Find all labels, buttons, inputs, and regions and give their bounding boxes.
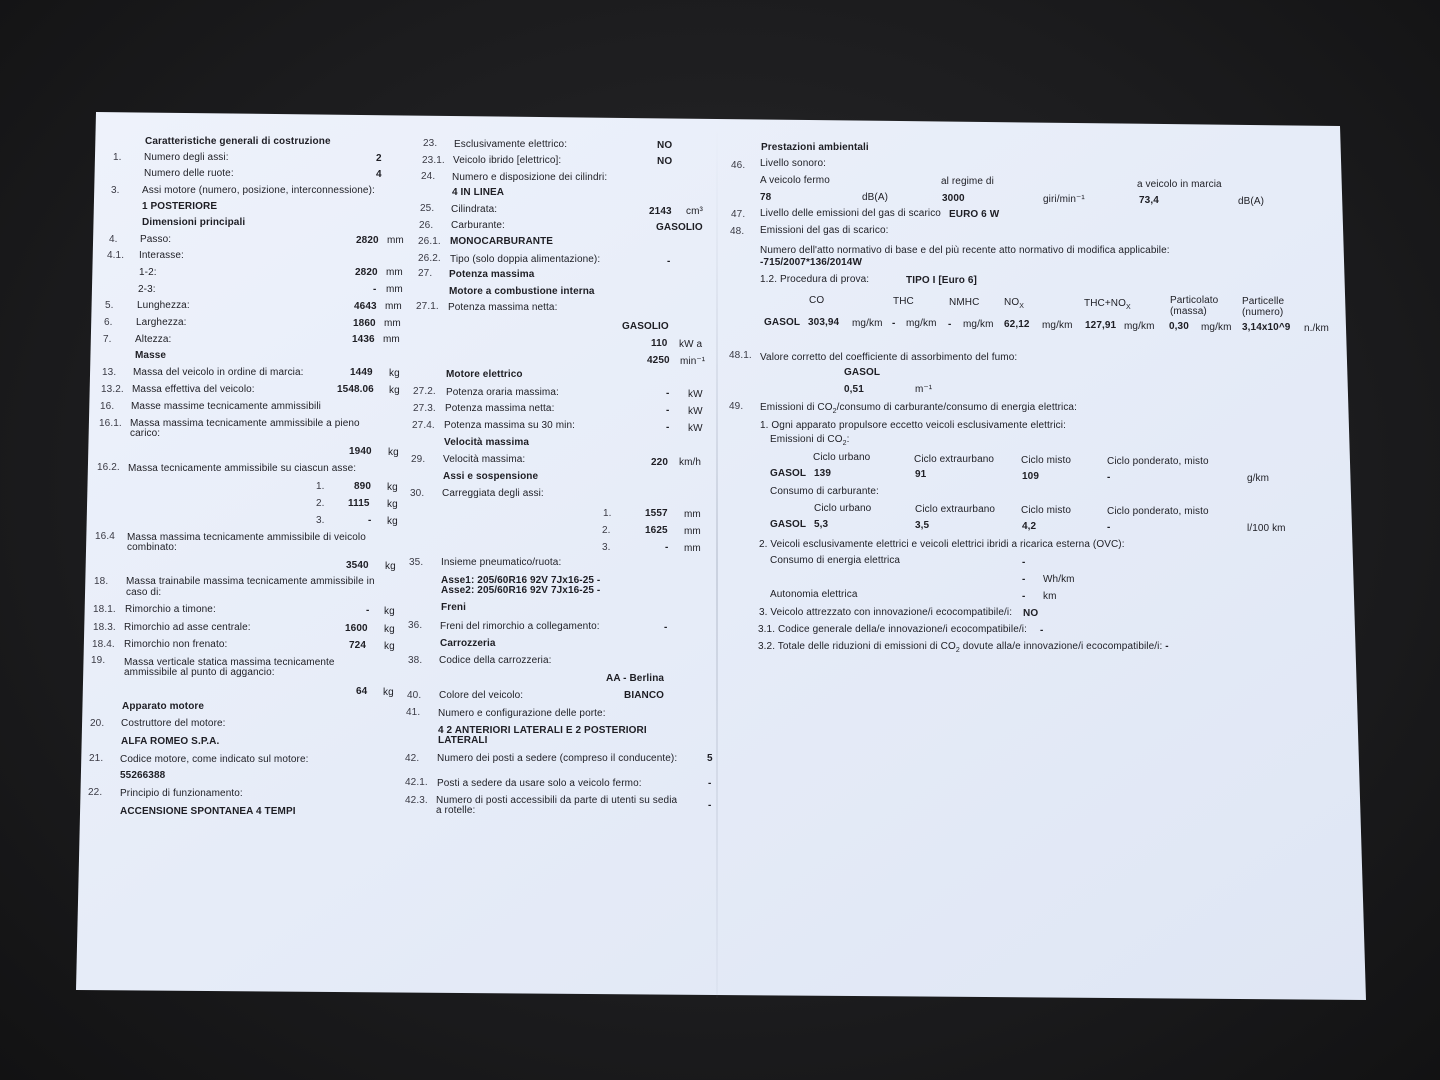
field-unit: mm [684,509,701,520]
field-label: Assi motore (numero, posizione, interconnessione): [142,185,375,196]
field-label: 1-2: [139,267,157,278]
field-value: 3540 [346,560,369,571]
field-label: Numero degli assi: [144,152,229,163]
field-value: 4643 [354,301,377,312]
noise-value: 3000 [942,193,965,204]
field-label: Esclusivamente elettrico: [454,139,568,150]
field-number: 24. [421,171,436,182]
section-title: Masse [135,350,167,361]
field-number: 27.4. [412,420,435,431]
field-unit: mm [385,301,402,312]
field-value: 2 [376,153,382,164]
emission-header-pm: Particolato [1170,295,1219,306]
consumption-unit: l/100 km [1247,523,1286,534]
noise-label: a veicolo in marcia [1137,179,1222,190]
field-label: carico: [130,428,161,439]
field-number: 13. [102,367,117,378]
field-value: NO [1023,608,1039,619]
field-number: 36. [408,620,423,631]
field-value: 1436 [352,334,375,345]
field-label: ammissibile al punto di aggancio: [124,667,275,678]
emission-header-thcnox: $THC+NO_X$ [1084,298,1131,311]
field-value: NO [657,140,673,151]
field-unit: mm [386,267,403,278]
field-label: Numero e disposizione dei cilindri: [452,172,608,183]
field-value: 2820 [356,235,379,246]
field-label: Massa del veicolo in ordine di marcia: [133,367,304,378]
emission-header-thcnox-text: THC+NO [1084,298,1126,309]
field-number: 1. [113,152,122,163]
co2-fuel: GASOL [770,468,807,479]
field-label: Massa effettiva del veicolo: [132,384,255,395]
field-value: 2143 [649,206,672,217]
field-value: LATERALI [438,735,488,746]
field-label: Freni del rimorchio a collegamento: [440,621,600,632]
field-number: 23.1. [422,155,445,166]
field-unit: kg [389,385,400,396]
emission-unit: mg/km [1201,322,1232,333]
emission-unit: mg/km [1042,320,1073,331]
field-label: Potenza massima [449,269,535,280]
axle-mass: 890 [354,481,371,492]
field-label: Cilindrata: [451,204,498,215]
field-unit: kg [384,641,395,652]
field-label: 2-3: [138,284,156,295]
noise-value: 78 [760,192,772,203]
noise-unit: dB(A) [1238,196,1265,207]
field-unit: km/h [679,457,702,468]
cycle-header: Ciclo extraurbano [914,454,995,465]
field-value: 1860 [353,318,376,329]
track-value: - [665,542,669,553]
field-number: 16. [100,401,115,412]
field-unit: mm [684,543,701,554]
noise-unit: dB(A) [862,192,889,203]
field-label: Emissioni di $CO_2$/consumo di carburante/consumo di energia elettrica: [760,402,1077,415]
axle-number: 2. [316,498,325,509]
field-unit: kg [384,606,395,617]
field-number: 29. [411,454,426,465]
field-value: - [667,256,671,267]
section-title: Dimensioni principali [142,217,246,228]
field-label: Emissioni di $CO_2$: [770,434,850,447]
field-number: 4. [109,234,118,245]
co2-label-b: /consumo di carburante/consumo di energia elettrica: [836,402,1077,413]
field-number: 18.1. [93,604,116,615]
field-value: EURO 6 W [949,209,1000,220]
field-number: 47. [731,209,746,220]
co2-weighted: - [1107,472,1111,483]
field-label: Massa massima tecnicamente ammissibile di veicolo [127,532,366,543]
co2-label-a: Emissioni di CO [760,402,833,413]
field-label: Rimorchio ad asse centrale: [124,622,251,633]
field-label: Potenza massima netta: [445,403,555,414]
field-value: - [666,422,670,433]
co2-reduction-label-a: 3.2. Totale delle riduzioni di emissioni di CO [758,641,956,652]
section-title: Apparato motore [122,701,205,712]
field-unit: kW a [679,339,703,350]
field-value: - [708,778,712,789]
field-label: Principio di funzionamento: [120,788,243,799]
field-label: Carburante: [451,220,505,231]
field-number: 3. [111,185,120,196]
field-label: Numero delle ruote: [144,168,234,179]
field-unit: kW [688,423,703,434]
field-number: 26.2. [418,253,441,264]
field-label: Consumo di carburante: [770,486,879,497]
field-label: Numero di posti accessibili da parte di utenti su sedia [436,795,678,806]
cycle-header: Ciclo misto [1021,505,1071,516]
cycle-header: Ciclo misto [1021,455,1071,466]
field-number: 4.1. [107,250,125,261]
field-value: 1548.06 [337,384,374,395]
field-number: 42.1. [405,777,428,788]
emission-nmhc: - [948,319,952,330]
field-number: 18. [94,576,109,587]
field-value: - [664,622,668,633]
emission-unit: mg/km [1124,321,1155,332]
field-label: Passo: [140,234,172,245]
field-label: Rimorchio non frenato: [124,639,228,650]
field-unit: kg [389,368,400,379]
field-number: 21. [89,753,104,764]
field-label: 3.2. Totale delle riduzioni di emissioni di $CO_2$ dovute alla/e innovazione/i ecocompatibile/i: - [758,641,1169,654]
field-unit: m⁻¹ [915,384,933,395]
field-value: TIPO I [Euro 6] [906,275,977,286]
field-value: 724 [349,640,366,651]
co2-urban: 139 [814,468,831,479]
field-label: Emissioni del gas di scarico: [760,225,889,236]
field-number: 48. [730,226,745,237]
section-title: Assi e sospensione [443,471,539,482]
field-label: Colore del veicolo: [439,690,524,701]
field-value: - [366,605,370,616]
field-label: Massa verticale statica massima tecnicamente [124,657,335,668]
field-number: 40. [407,690,422,701]
field-value: - [1022,574,1026,585]
axle-mass: 1115 [348,498,370,509]
field-value: 110 [651,338,668,349]
field-value: - [1022,591,1026,602]
emission-pn: 3,14x10^9 [1242,322,1291,333]
field-label: Potenza massima su 30 min: [444,420,575,431]
field-label: Interasse: [139,250,184,261]
field-value: - [373,284,377,295]
noise-unit: giri/min⁻¹ [1043,194,1085,205]
field-label: 2. Veicoli esclusivamente elettrici e veicoli elettrici ibridi a ricarica esterna (OVC): [759,539,1125,550]
consumption-urban: 5,3 [814,519,829,530]
field-label: Masse massime tecnicamente ammissibili [131,401,321,412]
field-unit: cm³ [686,206,703,217]
field-value: MONOCARBURANTE [450,236,554,247]
track-number: 1. [603,508,612,519]
field-number: 18.3. [93,622,116,633]
field-number: 42. [405,753,420,764]
emission-header-pm-sub: (massa) [1170,306,1207,317]
cycle-header: Ciclo ponderato, misto [1107,506,1209,517]
field-label: Livello delle emissioni del gas di scarico [760,208,941,219]
field-unit: kW [688,406,703,417]
field-number: 27.1. [416,301,439,312]
field-value: 1 POSTERIORE [142,201,218,212]
field-unit: min⁻¹ [680,356,706,367]
field-number: 27. [418,268,433,279]
cycle-header: Ciclo urbano [814,503,872,514]
field-label: Altezza: [135,334,172,345]
section-title: Freni [441,602,466,613]
field-number: 5. [105,300,114,311]
consumption-fuel: GASOL [770,519,807,530]
field-number: 27.2. [413,386,436,397]
consumption-mixed: 4,2 [1022,521,1037,532]
field-number: 42.3. [405,795,428,806]
field-number: 30. [410,488,425,499]
field-unit: mm [383,334,400,345]
field-unit: kg [387,499,398,510]
field-label: Veicolo ibrido [elettrico]: [453,155,562,166]
field-label: Velocità massima: [443,454,526,465]
field-label: Costruttore del motore: [121,718,226,729]
field-value: 1940 [349,446,372,457]
field-label: 3.1. Codice generale della/e innovazione/i ecocompatibile/i: [758,624,1027,635]
emission-pm: 0,30 [1169,321,1189,332]
field-label: Tipo (solo doppia alimentazione): [450,254,601,265]
field-value: 4 2 ANTERIORI LATERALI E 2 POSTERIORI [438,725,647,736]
field-label: Massa trainabile massima tecnicamente ammissibile in [126,576,375,587]
field-label: Massa tecnicamente ammissibile su ciascun asse: [128,463,357,474]
emission-unit: mg/km [906,318,937,329]
co2-reduction-label-b: dovute alla/e innovazione/i ecocompatibile/i: [959,641,1163,652]
field-number: 38. [408,655,423,666]
field-label: 1. Ogni apparato propulsore eccetto veicoli esclusivamente elettrici: [760,420,1066,431]
field-label: Larghezza: [136,317,187,328]
field-number: 19. [91,655,106,666]
field-value: 5 [707,753,713,764]
axle-mass: - [368,515,372,526]
co2-extraurban: 91 [915,469,927,480]
field-unit: kg [387,482,398,493]
section-title: Carrozzeria [440,638,496,649]
field-value: NO [657,156,673,167]
co2-emissions-colon: : [846,434,850,445]
track-number: 2. [602,525,611,536]
co2-unit: g/km [1247,473,1270,484]
emission-unit: n./km [1304,323,1329,334]
field-number: 26.1. [418,236,441,247]
field-value: ACCENSIONE SPONTANEA 4 TEMPI [120,806,296,817]
consumption-weighted: - [1107,522,1111,533]
field-label: Livello sonoro: [760,158,826,169]
field-unit: kg [383,687,394,698]
field-value: GASOLIO [622,321,669,332]
field-value: 4250 [647,355,670,366]
noise-label: A veicolo fermo [760,175,830,186]
field-unit: kW [688,389,703,400]
field-number: 20. [90,718,105,729]
emission-header-pn-sub: (numero) [1242,307,1284,318]
field-value: 1449 [350,367,373,378]
section-title: Motore a combustione interna [449,286,595,297]
emission-fuel: GASOL [764,317,801,328]
field-unit: mm [386,284,403,295]
track-value: 1557 [645,508,668,519]
emission-thc: - [892,318,896,329]
section-title: Velocità massima [444,437,529,448]
emission-header-co: CO [809,295,825,306]
field-label: Posti a sedere da usare solo a veicolo fermo: [437,778,642,789]
emission-nox: 62,12 [1004,319,1030,330]
field-number: 41. [406,707,421,718]
field-label: Carreggiata degli assi: [442,488,544,499]
field-unit: kg [387,516,398,527]
field-label: Rimorchio a timone: [125,604,216,615]
field-label: Consumo di energia elettrica [770,555,901,566]
field-label: Massa massima tecnicamente ammissibile a pieno [130,418,360,429]
axle-number: 1. [316,481,325,492]
field-value: -715/2007*136/2014W [760,257,862,268]
field-label: Numero dei posti a sedere (compreso il conducente): [437,753,678,764]
section-title: Caratteristiche generali di costruzione [145,136,331,147]
co2-emissions-label: Emissioni di CO [770,434,843,445]
field-value: 220 [651,457,668,468]
field-number: 25. [420,203,435,214]
field-label: Codice motore, come indicato sul motore: [120,754,309,765]
field-number: 16.2. [97,462,120,473]
emission-header-nmhc: NMHC [949,297,980,308]
cycle-header: Ciclo urbano [813,452,871,463]
field-value: - [1165,641,1169,652]
field-unit: mm [384,318,401,329]
field-number: 16.4 [95,531,115,542]
field-value: 4 IN LINEA [452,187,505,198]
field-value: - [1040,625,1044,636]
field-value: 55266388 [120,770,166,781]
field-label: combinato: [127,542,177,553]
field-unit: kg [384,624,395,635]
field-label: 1.2. Procedura di prova: [760,274,870,285]
field-unit: kg [388,447,399,458]
field-unit: kg [385,561,396,572]
emission-thcnox: 127,91 [1085,320,1117,331]
tyre-axle-1: Asse1: 205/60R16 92V 7Jx16-25 - [441,575,601,586]
field-label: 3. Veicolo attrezzato con innovazione/i ecocompatibile/i: [759,607,1013,618]
field-label: Potenza oraria massima: [446,387,559,398]
co2-mixed: 109 [1022,471,1039,482]
field-label: Lunghezza: [137,300,190,311]
field-number: 23. [423,138,438,149]
field-number: 7. [103,334,112,345]
emission-unit: mg/km [852,318,883,329]
field-value: GASOLIO [656,222,703,233]
cycle-header: Ciclo extraurbano [915,504,996,515]
section-title: Prestazioni ambientali [761,142,869,153]
field-number: 26. [419,220,434,231]
field-number: 48.1. [729,350,752,361]
field-unit: mm [684,526,701,537]
noise-label: al regime di [941,176,994,187]
field-label: Insieme pneumatico/ruota: [441,557,562,568]
field-label: Valore corretto del coefficiente di assorbimento del fumo: [760,352,1018,363]
field-value: - [666,405,670,416]
field-value: 0,51 [844,384,864,395]
field-label: caso di: [126,587,162,598]
field-value: 4 [376,169,382,180]
emission-header-pn: Particelle [1242,296,1285,307]
field-unit: mm [387,235,404,246]
paper-fold [716,128,718,998]
emission-header-nox: $NO_X$ [1004,297,1024,310]
field-value: 1600 [345,623,368,634]
field-value: BIANCO [624,690,665,701]
emission-header-nox-text: NO [1004,297,1020,308]
cycle-header: Ciclo ponderato, misto [1107,456,1209,467]
field-number: 27.3. [413,403,436,414]
field-number: 6. [104,317,113,328]
field-value: ALFA ROMEO S.P.A. [121,736,220,747]
field-number: 46. [731,160,746,171]
track-number: 3. [602,542,611,553]
section-title: Motore elettrico [446,369,523,380]
field-unit: km [1043,591,1057,602]
field-number: 13.2. [101,384,124,395]
field-number: 35. [409,557,424,568]
track-value: 1625 [645,525,668,536]
noise-value: 73,4 [1139,195,1159,206]
field-label: Autonomia elettrica [770,589,858,600]
axle-number: 3. [316,515,325,526]
field-value: - [708,800,712,811]
field-number: 22. [88,787,103,798]
field-unit: Wh/km [1043,574,1075,585]
field-value: - [666,388,670,399]
field-value: AA - Berlina [606,673,665,684]
field-label: Numero dell'atto normativo di base e del più recente atto normativo di modifica applicabile: [760,245,1170,256]
field-value: 64 [356,686,368,697]
field-number: 16.1. [99,418,122,429]
emission-unit: mg/km [963,319,994,330]
field-number: 18.4. [92,639,115,650]
field-value: - [1022,557,1026,568]
field-label: Codice della carrozzeria: [439,655,552,666]
emission-co: 303,94 [808,317,840,328]
tyre-axle-2: Asse2: 205/60R16 92V 7Jx16-25 - [441,585,601,596]
field-label: Potenza massima netta: [448,302,558,313]
consumption-extraurban: 3,5 [915,520,930,531]
field-value: GASOL [844,367,881,378]
field-number: 49. [729,401,744,412]
emission-header-thc: THC [893,296,914,307]
field-value: 2820 [355,267,378,278]
field-label: Numero e configurazione delle porte: [438,708,606,719]
field-label: a rotelle: [436,805,476,816]
